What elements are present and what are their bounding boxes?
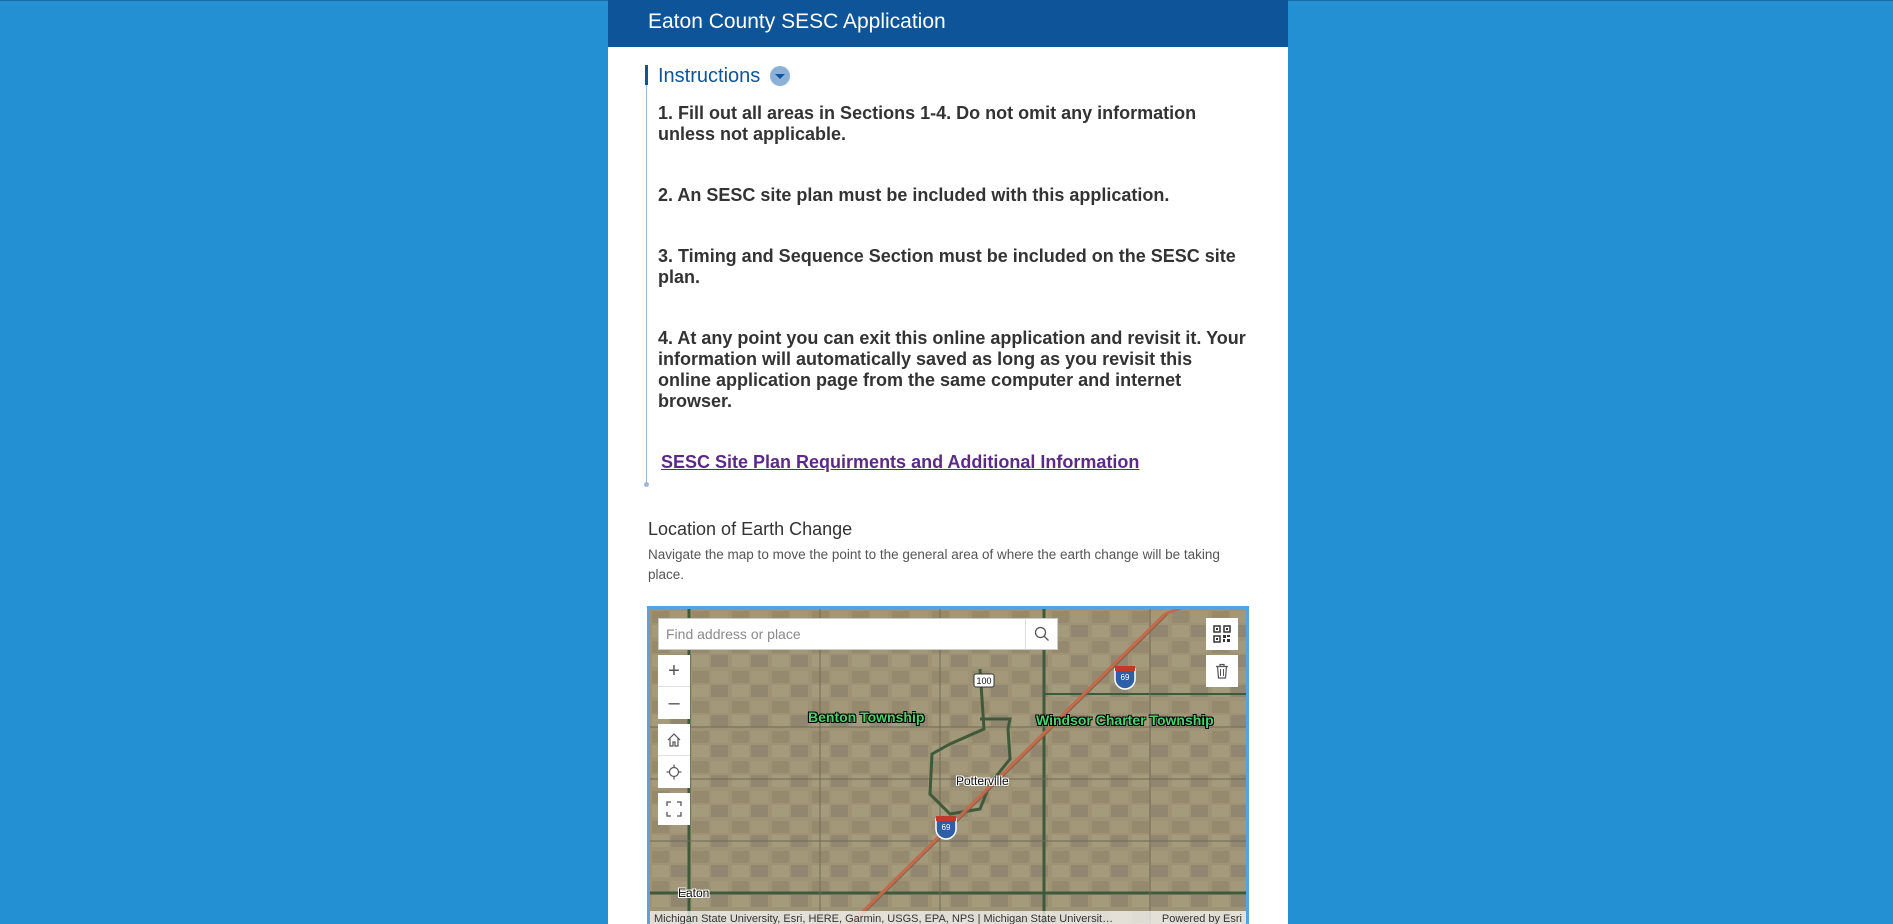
fullscreen-button[interactable] [658, 793, 690, 825]
plus-icon: + [668, 659, 680, 682]
instructions-body [637, 87, 1257, 473]
instructions-guide-line [646, 85, 647, 485]
map-view[interactable] [647, 606, 1249, 924]
route-100-shield [974, 674, 994, 687]
trash-icon [1214, 663, 1230, 679]
qr-code-button[interactable] [1206, 618, 1238, 650]
collapse-toggle-icon[interactable] [770, 66, 790, 86]
location-title: Location of Earth Change [648, 519, 853, 539]
locate-button[interactable] [658, 756, 690, 788]
potterville-label: Potterville [956, 774, 1009, 788]
map-attribution [650, 911, 1246, 924]
i69-north-label: 69 [1120, 673, 1130, 682]
instruction-item-3: 3. Timing and Sequence Section must be included on the SESC site plan. [658, 246, 1236, 287]
powered-by-esri[interactable]: Powered by Esri [1161, 913, 1242, 924]
windsor-township-label: Windsor Charter Township [1036, 712, 1214, 728]
zoom-out-button[interactable] [658, 687, 690, 719]
eaton-label: Eaton [678, 886, 710, 900]
location-description: Navigate the map to move the point to the general area of where the earth change will be taking place. [648, 547, 1220, 582]
app-title: Eaton County SESC Application [648, 10, 946, 33]
instruction-item-1: 1. Fill out all areas in Sections 1-4. Do not omit any information unless not applicable. [658, 103, 1197, 144]
search-input[interactable] [659, 619, 1025, 649]
search-icon [1034, 626, 1050, 642]
site-plan-requirements-link[interactable]: SESC Site Plan Requirments and Additional Information [661, 452, 1140, 472]
instructions-section [637, 65, 1257, 473]
instructions-header[interactable] [637, 65, 1257, 87]
fullscreen-icon [666, 801, 682, 817]
benton-township-label: Benton Township [808, 709, 925, 725]
form-panel [608, 0, 1288, 924]
interstate-69-shield-south [936, 816, 956, 839]
route-100-label: 100 [976, 676, 992, 686]
instructions-guide-dot [644, 482, 649, 487]
i69-south-label: 69 [941, 823, 951, 832]
app-header [608, 0, 1288, 47]
instruction-item-4: 4. At any point you can exit this online application and revisit it. Your information will automatically saved as long as you revisit this online application page from the same computer and internet browser. [658, 328, 1246, 411]
search-widget[interactable] [658, 618, 1058, 650]
attribution-credits: Michigan State University, Esri, HERE, Garmin, USGS, EPA, NPS | Michigan State Universit… [654, 913, 1114, 924]
home-icon [666, 732, 682, 748]
instruction-item-2: 2. An SESC site plan must be included with this application. [658, 185, 1170, 205]
interstate-69-shield-north [1115, 666, 1135, 689]
minus-icon: – [668, 692, 680, 714]
qr-code-icon [1213, 625, 1231, 643]
map-terrain [650, 609, 1246, 924]
instructions-title: Instructions [658, 65, 761, 87]
home-button[interactable] [658, 724, 690, 756]
crosshair-icon [666, 764, 682, 780]
delete-button[interactable] [1206, 655, 1238, 687]
zoom-in-button[interactable] [658, 655, 690, 687]
search-button[interactable] [1025, 619, 1057, 649]
